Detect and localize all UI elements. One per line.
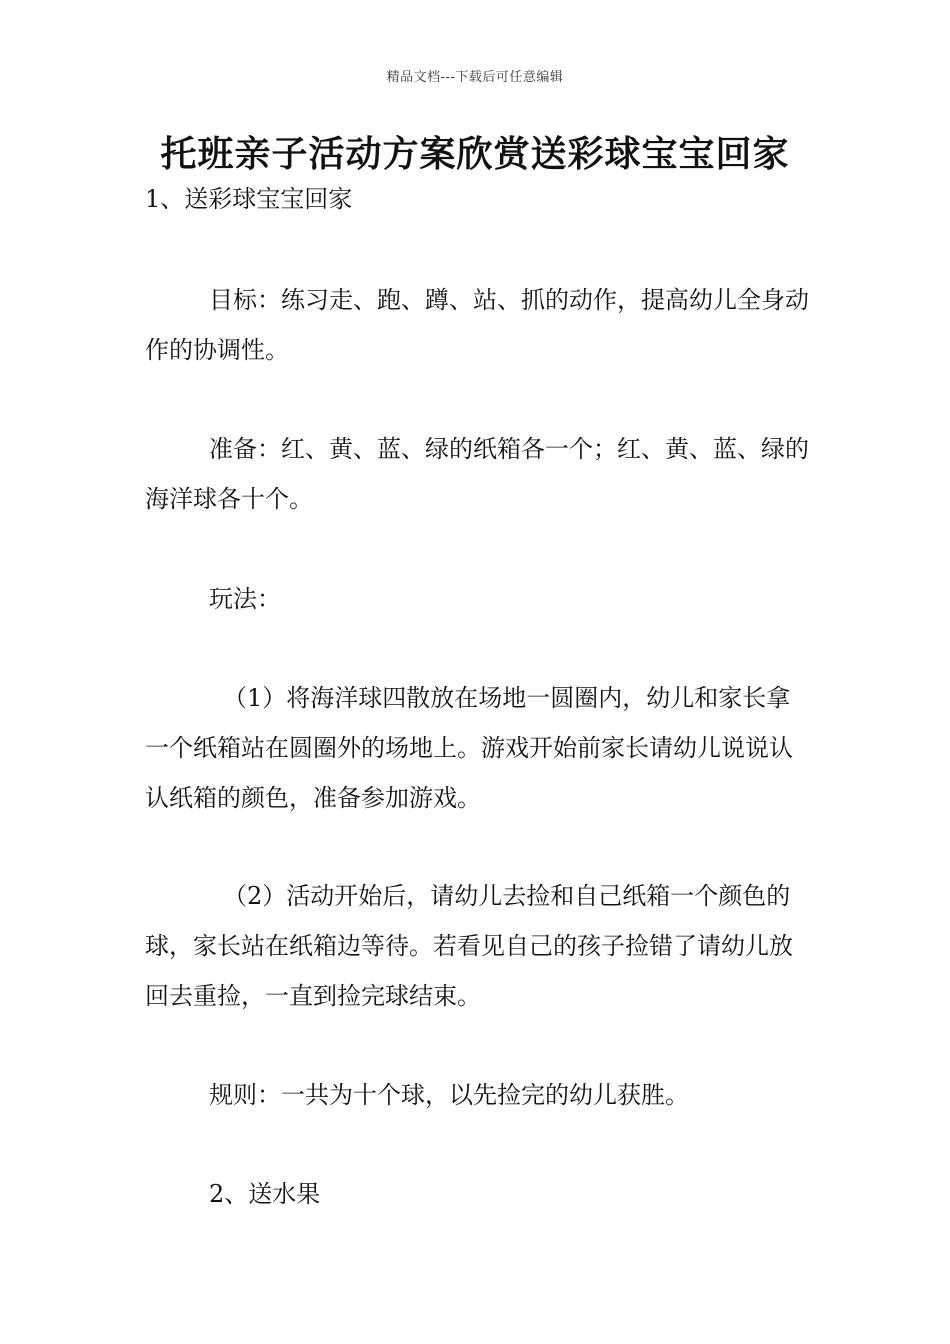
- goal-paragraph: 目标：练习走、跑、蹲、站、抓的动作，提高幼儿全身动作的协调性。: [145, 286, 809, 364]
- step-2-paragraph: （2）活动开始后，请幼儿去捡和自己纸箱一个颜色的球，家长站在纸箱边等待。若看见自己的孩子捡错了请幼儿放回去重捡，一直到捡完球结束。: [145, 882, 793, 1010]
- play-label: 玩法：: [209, 585, 281, 613]
- page-header: 精品文档---下载后可任意编辑: [386, 70, 564, 85]
- document-title: 托班亲子活动方案欣赏送彩球宝宝回家: [160, 134, 790, 175]
- rule-paragraph: 规则：一共为十个球，以先捡完的幼儿获胜。: [209, 1081, 689, 1109]
- section-heading-1: 1、送彩球宝宝回家: [145, 185, 353, 213]
- step-1-paragraph: （1）将海洋球四散放在场地一圆圈内，幼儿和家长拿一个纸箱站在圆圈外的场地上。游戏开始前家长请幼儿说说认认纸箱的颜色，准备参加游戏。: [145, 684, 793, 812]
- preparation-paragraph: 准备：红、黄、蓝、绿的纸箱各一个；红、黄、蓝、绿的海洋球各十个。: [145, 435, 809, 513]
- section-heading-2: 2、送水果: [209, 1180, 321, 1208]
